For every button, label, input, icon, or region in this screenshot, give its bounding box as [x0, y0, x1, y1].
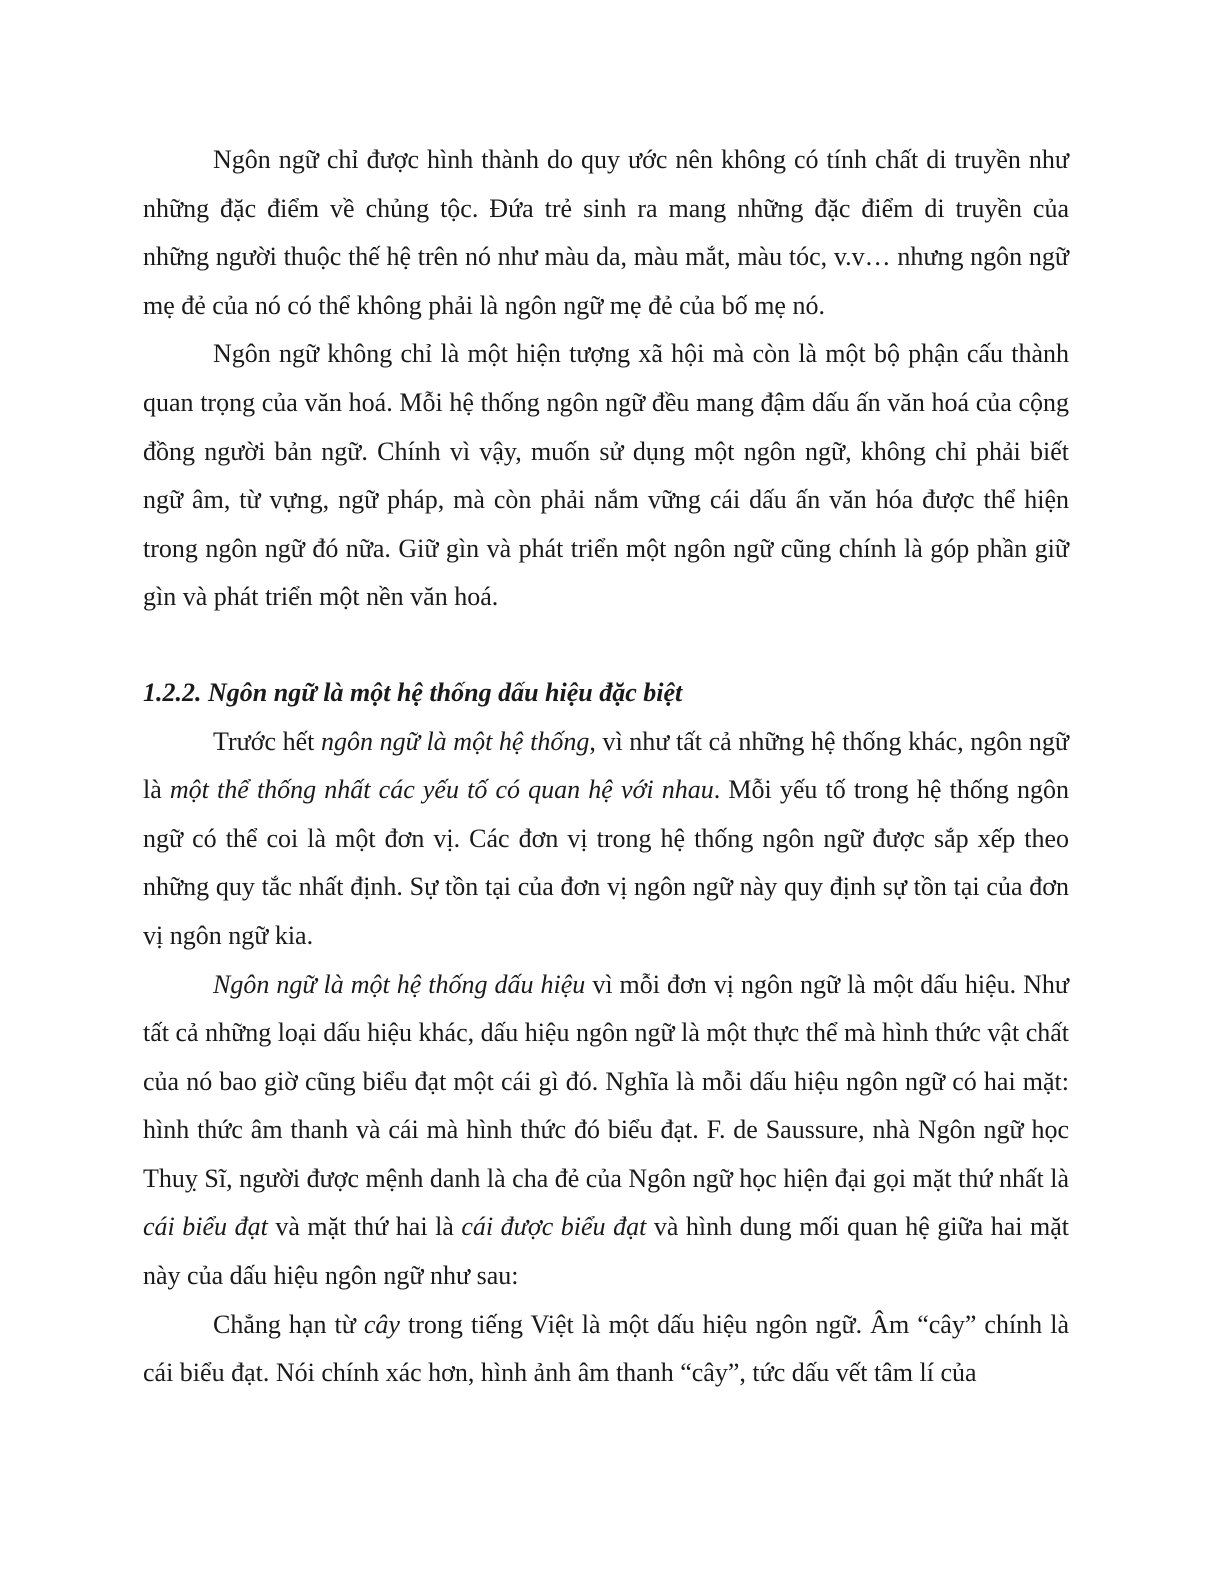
p5-italic-cay: cây	[363, 1309, 400, 1339]
paragraph-example-cay	[143, 1301, 1069, 1398]
p3-italic-system: ngôn ngữ là một hệ thống	[321, 726, 590, 756]
p4-text-f: và hình dung mối quan hệ giữa hai mặt này của dấu hiệu ngôn ngữ như sau:	[143, 1212, 1069, 1291]
p4-italic-signified: cái được biểu đạt	[461, 1212, 647, 1242]
document-page	[143, 136, 1069, 1398]
p4-text-b: vì mỗi đơn vị ngôn ngữ là một dấu hiệu. Như tất cả những loại dấu hiệu khác, dấu hiệu ngôn ngữ là một thực thể mà hình thức vật chất của nó bao giờ cũng biểu đạt một cái gì đó. Nghĩa là mỗi dấu hiệu ngôn ngữ có hai mặt: hình thức âm thanh và cái mà hình thức đó biểu đạt. F. de Saussure, nhà Ngôn ngữ học Thuỵ Sĩ, người được mệnh danh là cha đẻ của Ngôn ngữ học hiện đại gọi mặt thứ nhất là	[143, 969, 1069, 1193]
paragraph-sign-system	[143, 961, 1069, 1301]
p5-text-c: trong tiếng Việt là một dấu hiệu ngôn ngữ. Âm “cây” chính là cái biểu đạt. Nói chính xác hơn, hình ảnh âm thanh “cây”, tức dấu vết tâm lí của	[143, 1309, 1069, 1388]
paragraph-system	[143, 718, 1069, 961]
p4-italic-signifier: cái biểu đạt	[143, 1212, 268, 1242]
p4-text-d: và mặt thứ hai là	[267, 1212, 462, 1242]
p3-text-a: Trước hết	[213, 726, 322, 756]
p3-text-c: , vì như tất cả những hệ thống khác, ngôn ngữ là	[143, 726, 1069, 805]
p5-text-a: Chẳng hạn từ	[213, 1309, 364, 1339]
section-gap	[143, 622, 1069, 669]
section-heading: 1.2.2. Ngôn ngữ là một hệ thống dấu hiệu đặc biệt	[143, 677, 683, 707]
p3-text-e: . Mỗi yếu tố trong hệ thống ngôn ngữ có thể coi là một đơn vị. Các đơn vị trong hệ thống ngôn ngữ được sắp xếp theo những quy tắc nhất định. Sự tồn tại của đơn vị ngôn ngữ này quy định sự tồn tại của đơn vị ngôn ngữ kia.	[143, 775, 1069, 950]
paragraph-culture: Ngôn ngữ không chỉ là một hiện tượng xã hội mà còn là một bộ phận cấu thành quan trọng của văn hoá. Mỗi hệ thống ngôn ngữ đều mang đậm dấu ấn văn hoá của cộng đồng người bản ngữ. Chính vì vậy, muốn sử dụng một ngôn ngữ, không chỉ phải biết ngữ âm, từ vựng, ngữ pháp, mà còn phải nắm vững cái dấu ấn văn hóa được thể hiện trong ngôn ngữ đó nữa. Giữ gìn và phát triển một ngôn ngữ cũng chính là góp phần giữ gìn và phát triển một nền văn hoá.	[143, 339, 1069, 612]
paragraph-heredity: Ngôn ngữ chỉ được hình thành do quy ước nên không có tính chất di truyền như những đặc điểm về chủng tộc. Đứa trẻ sinh ra mang những đặc điểm di truyền của những người thuộc thế hệ trên nó như màu da, màu mắt, màu tóc, v.v… nhưng ngôn ngữ mẹ đẻ của nó có thể không phải là ngôn ngữ mẹ đẻ của bố mẹ nó.	[143, 145, 1069, 320]
p3-italic-unity: một thể thống nhất các yếu tố có quan hệ với nhau	[169, 775, 714, 805]
p4-italic-sign-system: Ngôn ngữ là một hệ thống dấu hiệu	[213, 969, 586, 999]
